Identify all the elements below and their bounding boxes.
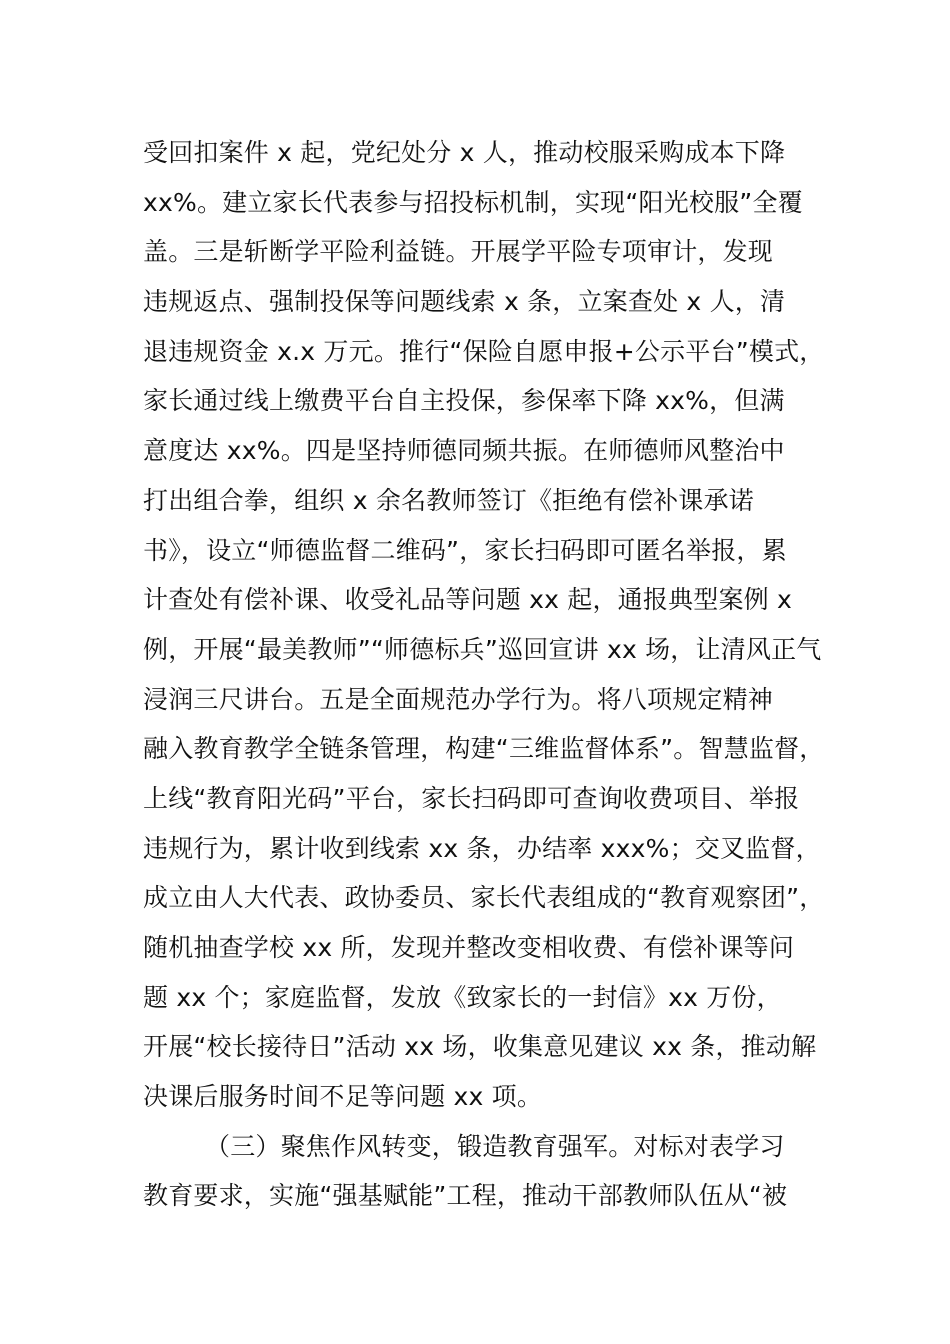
text-line: xx%。建立家长代表参与招投标机制，实现“阳光校服”全覆 [143, 187, 803, 217]
text-line: 成立由人大代表、政协委员、家长代表组成的“教育观察团”， [143, 883, 825, 913]
text-line: 决课后服务时间不足等问题 xx 项。 [143, 1082, 543, 1112]
text-line: 例，开展“最美教师”“师德标兵”巡回宣讲 xx 场，让清风正气 [143, 634, 822, 664]
body-text [143, 128, 833, 1221]
text-line: 意度达 xx%。四是坚持师德同频共振。在师德师风整治中 [143, 436, 785, 466]
text-line: 打出组合拳，组织 x 余名教师签订《拒绝有偿补课承诺 [143, 485, 754, 515]
text-line: 题 xx 个；家庭监督，发放《致家长的一封信》xx 万份， [143, 982, 782, 1012]
text-line: 书》，设立“师德监督二维码”，家长扫码即可匿名举报，累 [143, 535, 787, 565]
section-heading-line: （三）聚焦作风转变，锻造教育强军。对标对表学习 [205, 1131, 785, 1161]
text-line: 浸润三尺讲台。五是全面规范办学行为。将八项规定精神 [143, 684, 774, 714]
text-line: 开展“校长接待日”活动 xx 场，收集意见建议 xx 条，推动解 [143, 1032, 817, 1062]
text-line: 随机抽查学校 xx 所，发现并整改变相收费、有偿补课等问 [143, 933, 795, 962]
text-line: 教育要求，实施“强基赋能”工程，推动干部教师队伍从“被 [143, 1181, 788, 1211]
text-line: 盖。三是斩断学平险利益链。开展学平险专项审计，发现 [143, 237, 774, 267]
text-line: 融入教育教学全链条管理，构建“三维监督体系”。智慧监督， [143, 734, 825, 764]
text-line: 上线“教育阳光码”平台，家长扫码即可查询收费项目、举报 [143, 783, 800, 813]
text-line: 退违规资金 x.x 万元。推行“保险自愿申报+公示平台”模式， [143, 336, 825, 366]
text-line: 受回扣案件 x 起，党纪处分 x 人，推动校服采购成本下降 [143, 138, 786, 167]
text-line: 违规返点、强制投保等问题线索 x 条，立案查处 x 人，清 [143, 287, 786, 317]
text-line: 家长通过线上缴费平台自主投保，参保率下降 xx%，但满 [143, 386, 785, 416]
text-line: 违规行为，累计收到线索 xx 条，办结率 xxx%；交叉监督， [143, 833, 821, 863]
text-line: 计查处有偿补课、收受礼品等问题 xx 起，通报典型案例 x [143, 585, 793, 615]
